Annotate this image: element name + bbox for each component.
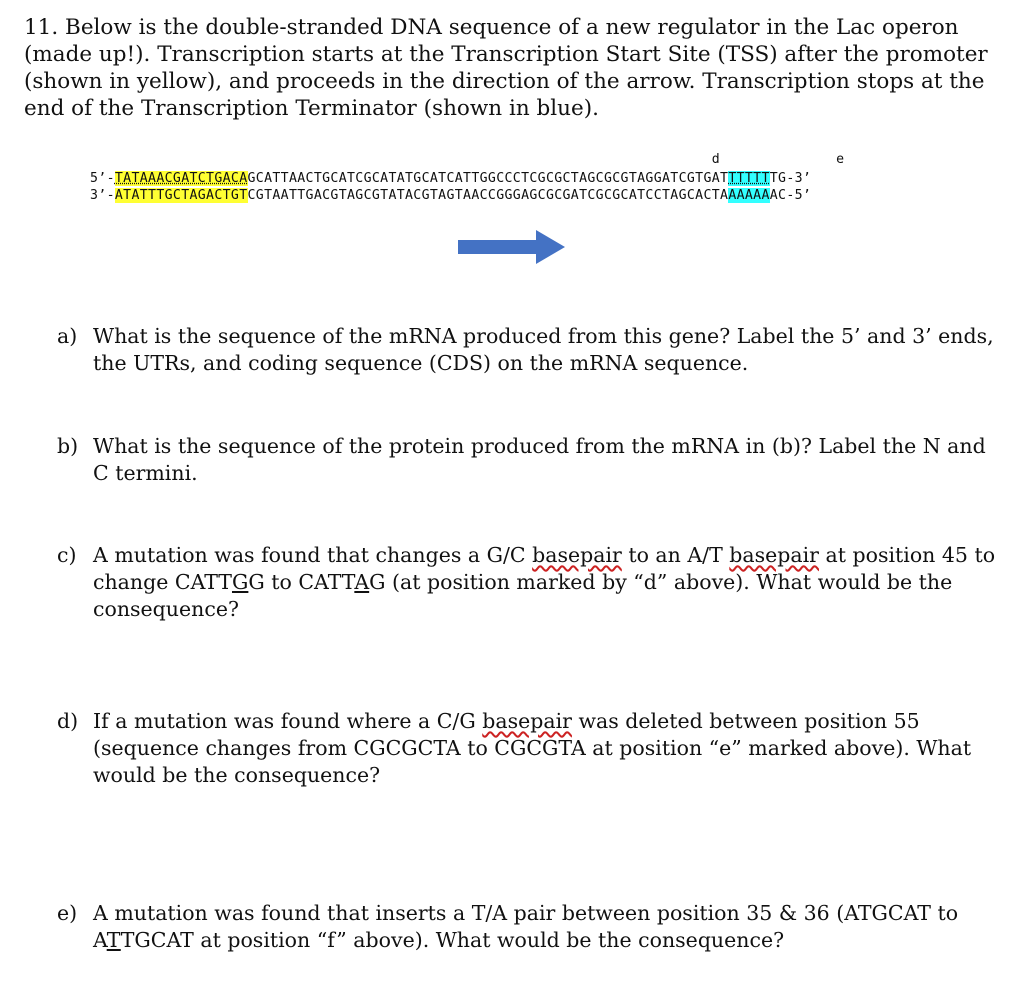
question-e-part: A mutation was found that inserts a T/A pair between position 35 & 36 (ATGCAT to A	[93, 901, 959, 952]
question-b-text: What is the sequence of the protein produced from the mRNA in (b)? Label the N and C termini.	[93, 434, 986, 485]
top-strand-prefix: 5’-	[90, 171, 115, 186]
bottom-strand-suffix: AC-5’	[769, 188, 812, 203]
question-b-label: b)	[57, 434, 79, 458]
question-e	[57, 900, 1007, 954]
question-c-basepair: basepair	[532, 543, 622, 567]
bottom-strand-middle: CGTAATTGACGTAGCGTATACGTAGTAACCGGGAGCGCGATCGCGCATCCTAGCACTA	[247, 188, 729, 203]
question-d-basepair: basepair	[482, 709, 572, 733]
question-a-label: a)	[57, 324, 78, 348]
question-c	[57, 542, 1007, 623]
top-strand-suffix: TG-3’	[769, 171, 812, 186]
question-a	[57, 323, 1007, 377]
top-strand-promoter: TATAAACGATCTGACA	[114, 171, 248, 186]
question-c-part: at position 45 to change CATT	[93, 543, 996, 594]
bottom-strand-promoter: ATATTTGCTAGACTGT	[114, 188, 248, 203]
top-strand-terminator: TTTTT	[728, 171, 770, 186]
transcription-direction-arrow-icon	[458, 229, 566, 265]
question-intro: 11. Below is the double-stranded DNA sequence of a new regulator in the Lac operon (made up!). Transcription starts at the Transcription Start Site (TSS) after the promoter (shown in yellow), and proceeds in the direction of the arrow. Transcription stops at the end of the Transcription Terminator (shown in blue).	[24, 15, 988, 121]
dna-bottom-strand	[90, 187, 811, 205]
question-e-text	[93, 900, 1007, 954]
question-c-basepair: basepair	[729, 543, 819, 567]
question-d-label: d)	[57, 709, 79, 733]
question-c-part: G (at position marked by “d” above). What would be the consequence?	[93, 570, 953, 621]
position-markers	[90, 151, 844, 169]
question-c-label: c)	[57, 543, 77, 567]
question-e-part: TGCAT at position “f” above). What would be the consequence?	[120, 928, 785, 952]
question-c-part: G to CATT	[248, 570, 355, 594]
question-d	[57, 708, 1007, 789]
top-strand-middle: GCATTAACTGCATCGCATATGCATCATTGGCCCTCGCGCTAGCGCGTAGGATCGTGAT	[247, 171, 729, 186]
question-d-text	[93, 708, 1007, 789]
question-d-part: was deleted between position 55 (sequence changes from CGCGCTA to CGCGTA at position “e” marked above). What would be the consequence?	[93, 709, 972, 787]
question-b	[57, 433, 1007, 487]
question-c-underlined-base: A	[354, 570, 370, 594]
question-e-label: e)	[57, 901, 78, 925]
dna-top-strand	[90, 170, 811, 188]
question-c-part: A mutation was found that changes a G/C	[93, 543, 533, 567]
marker-d: d	[711, 152, 721, 167]
bottom-strand-terminator: AAAAA	[728, 188, 770, 203]
question-c-part: to an A/T	[621, 543, 730, 567]
question-e-underlined-base: T	[106, 928, 121, 952]
question-a-text: What is the sequence of the mRNA produced from this gene? Label the 5’ and 3’ ends, the UTRs, and coding sequence (CDS) on the mRNA sequence.	[93, 324, 994, 375]
question-c-text	[93, 542, 1007, 623]
bottom-strand-prefix: 3’-	[90, 188, 115, 203]
question-c-underlined-base: G	[231, 570, 249, 594]
marker-e: e	[836, 152, 845, 167]
question-d-part: If a mutation was found where a C/G	[93, 709, 483, 733]
